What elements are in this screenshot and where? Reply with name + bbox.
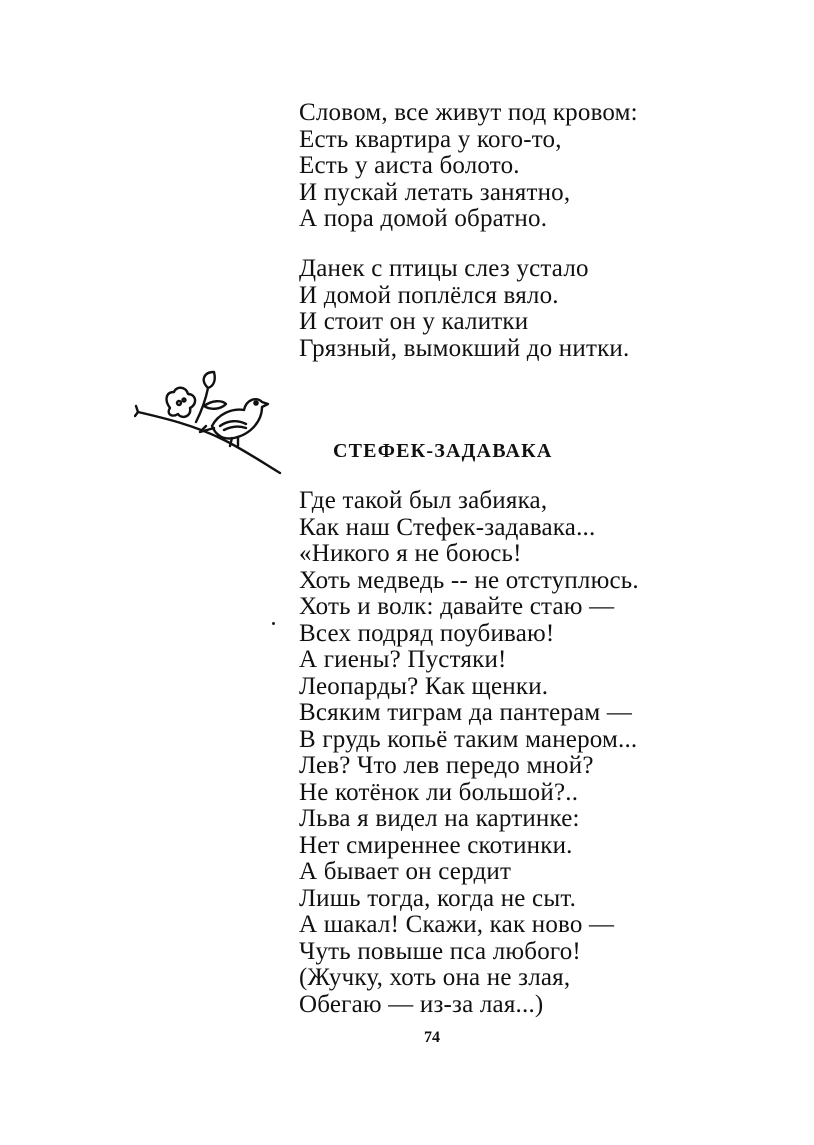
verse-line: Не котёнок ли большой?.. xyxy=(299,778,579,806)
print-speck xyxy=(272,622,275,625)
verse-line: Грязный, вымокший до нитки. xyxy=(299,334,630,362)
verse-line: Словом, все живут под кровом: xyxy=(299,99,638,126)
verse-line: В грудь копьё таким манером... xyxy=(299,725,638,753)
verse-line: А пора домой обратно. xyxy=(299,205,548,232)
bird-on-branch-icon xyxy=(134,370,284,480)
stanza-2 xyxy=(299,256,629,362)
verse-line: Лев? Что лев передо мной? xyxy=(299,752,594,779)
page-number: 74 xyxy=(424,1029,440,1046)
verse-line: Чуть повыше пса любого! xyxy=(299,937,581,965)
verse-line: И домой поплёлся вяло. xyxy=(299,281,559,309)
verse-line: Всяким тиграм да пантерам — xyxy=(299,699,633,726)
poem-title: СТЕФЕК-ЗАДАВАКА xyxy=(333,440,553,462)
verse-line: «Никого я не боюсь! xyxy=(299,540,522,567)
verse-line: Обегаю — из-за лая...) xyxy=(299,990,544,1018)
poem-body xyxy=(299,488,639,1018)
verse-line: Как наш Стефек-задавака... xyxy=(299,513,596,541)
verse-line: Есть у аиста болото. xyxy=(299,152,520,179)
verse-line: А гиены? Пустяки! xyxy=(299,646,507,673)
verse-line: (Жучку, хоть она не злая, xyxy=(299,964,571,991)
verse-line: А бывает он сердит xyxy=(299,858,512,885)
verse-line: Где такой был забияка, xyxy=(299,487,548,514)
verse-line: Хоть и волк: давайте стаю — xyxy=(299,593,615,620)
verse-line: Данек с птицы слез устало xyxy=(299,255,589,282)
verse-line: И стоит он у калитки xyxy=(299,308,529,335)
verse-line: Всех подряд поубиваю! xyxy=(299,619,555,647)
stanza-1 xyxy=(299,100,638,233)
verse-line: Нет смиреннее скотинки. xyxy=(299,831,573,859)
verse-line: Есть квартира у кого-то, xyxy=(299,125,562,153)
verse-line: А шакал! Скажи, как ново — xyxy=(299,911,615,938)
verse-line: И пускай летать занятно, xyxy=(299,178,571,206)
verse-line: Льва я видел на картинке: xyxy=(299,805,580,832)
verse-line: Леопарды? Как щенки. xyxy=(299,672,549,700)
verse-line: Лишь тогда, когда не сыт. xyxy=(299,884,577,912)
verse-line: Хоть медведь -- не отступлюсь. xyxy=(299,566,639,594)
